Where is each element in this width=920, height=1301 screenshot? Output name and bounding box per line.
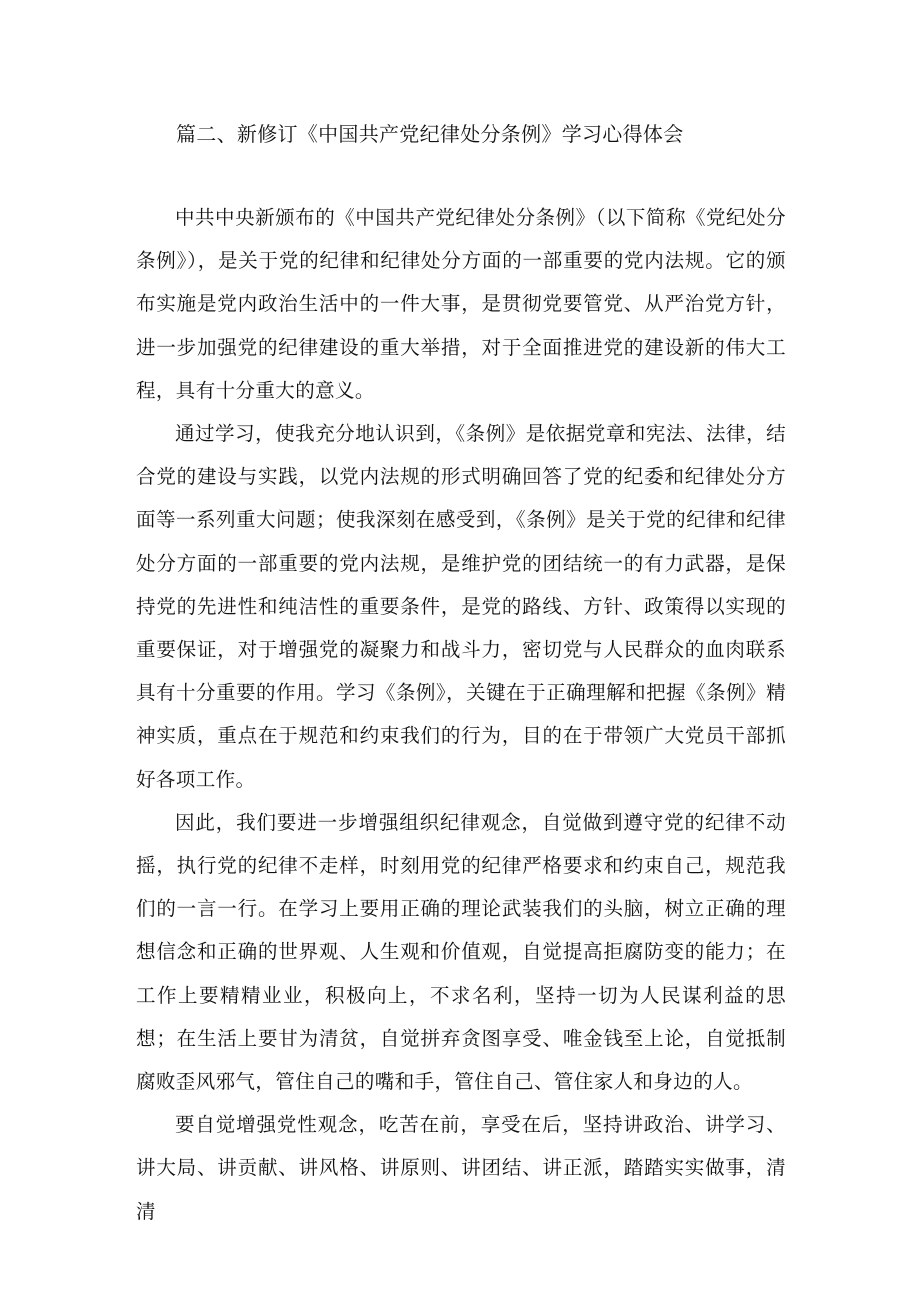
paragraph: 通过学习，使我充分地认识到，《条例》是依据党章和宪法、法律，结合党的建设与实践，以党内法规的形式明确回答了党的纪委和纪律处分方面等一系列重大问题；使我深刻在感受到，《条例》是关于党的纪律和纪律处分方面的一部重要的党内法规，是维护党的团结统一的有力武器，是保持党的先进性和纯洁性的重要条件，是党的路线、方针、政策得以实现的重要保证，对于增强党的凝聚力和战斗力，密切党与人民群众的血肉联系具有十分重要的作用。学习《条例》，关键在于正确理解和把握《条例》精神实质，重点在于规范和约束我们的行为，目的在于带领广大党员干部抓好各项工作。 xyxy=(136,422,786,791)
document-title: 篇二、新修订《中国共产党纪律处分条例》学习心得体会 xyxy=(176,122,684,146)
paragraph: 因此，我们要进一步增强组织纪律观念，自觉做到遵守党的纪律不动摇，执行党的纪律不走样，时刻用党的纪律严格要求和约束自己，规范我们的一言一行。在学习上要用正确的理论武装我们的头脑，树立正确的理想信念和正确的世界观、人生观和价值观，自觉提高拒腐防变的能力；在工作上要精精业业，积极向上，不求名利，坚持一切为人民谋利益的思想；在生活上要甘为清贫，自觉拼弃贪图享受、唯金钱至上论，自觉抵制腐败歪风邪气，管住自己的嘴和手，管住自己、管住家人和身边的人。 xyxy=(136,810,786,1094)
paragraph: 中共中央新颁布的《中国共产党纪律处分条例》（以下简称《党纪处分条例》），是关于党的纪律和纪律处分方面的一部重要的党内法规。它的颁布实施是党内政治生活中的一件大事，是贯彻党要管党、从严治党方针，进一步加强党的纪律建设的重大举措，对于全面推进党的建设新的伟大工程，具有十分重大的意义。 xyxy=(136,206,786,402)
paragraph: 要自觉增强党性观念，吃苦在前，享受在后，坚持讲政治、讲学习、讲大局、讲贡献、讲风格、讲原则、讲团结、讲正派，踏踏实实做事，清清 xyxy=(136,1113,786,1223)
document-body xyxy=(136,196,786,1233)
